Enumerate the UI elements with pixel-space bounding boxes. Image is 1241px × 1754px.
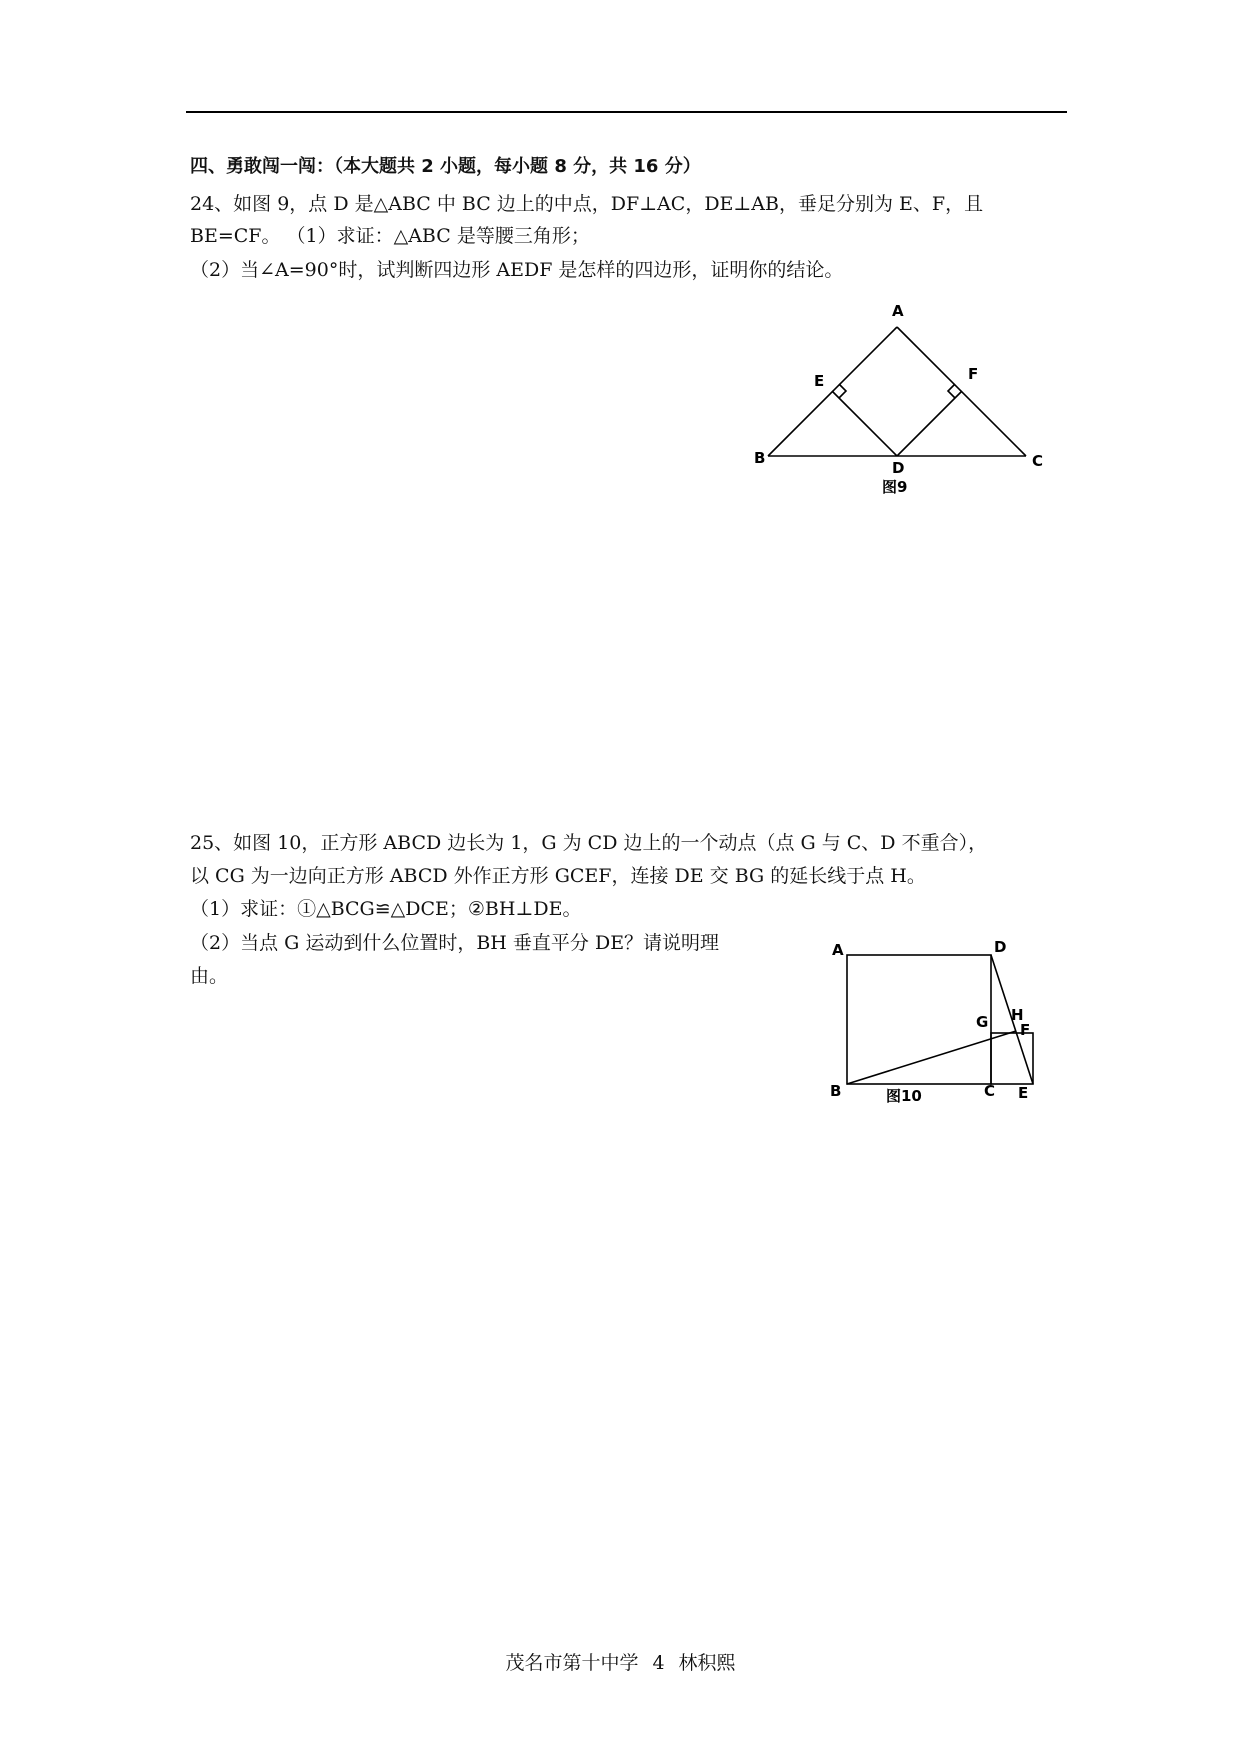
fig10-caption: 图10 [886, 1087, 922, 1105]
fig9-label-e: E [814, 372, 825, 390]
header-rule [186, 111, 1067, 113]
fig10-label-a: A [832, 941, 844, 959]
section-heading: 四、勇敢闯一闯：（本大题共 2 小题，每小题 8 分，共 16 分） [190, 156, 701, 177]
fig9-label-c: C [1032, 452, 1044, 470]
figure-10 [820, 935, 1040, 1110]
fig9-right-angle-e [839, 384, 846, 398]
fig10-label-g: G [976, 1013, 989, 1031]
q24-line-3: （2）当∠A=90°时，试判断四边形 AEDF 是怎样的四边形，证明你的结论。 [190, 259, 844, 281]
q25-line-1: 25、如图 10，正方形 ABCD 边长为 1，G 为 CD 边上的一个动点（点 G 与 C、D 不重合）， [190, 832, 988, 854]
fig10-square-abcd [847, 955, 991, 1084]
fig9-segment-de [832, 391, 897, 456]
fig9-caption: 图9 [882, 478, 908, 496]
fig9-label-b: B [754, 449, 766, 467]
fig10-label-b: B [830, 1082, 842, 1100]
q25-line-5: 由。 [190, 965, 229, 987]
fig10-square-gcef [991, 1033, 1033, 1084]
fig10-label-e: E [1018, 1084, 1029, 1102]
q25-line-3: （1）求证：①△BCG≌△DCE；②BH⊥DE。 [190, 898, 582, 920]
fig10-label-f: F [1020, 1021, 1031, 1039]
footer-school: 茂名市第十中学 [505, 1652, 639, 1674]
footer-author: 林积熙 [678, 1652, 736, 1674]
figure-9 [740, 295, 1060, 505]
q25-line-2: 以 CG 为一边向正方形 ABCD 外作正方形 GCEF，连接 DE 交 BG 的延长线于点 H。 [190, 865, 926, 887]
page-footer [0, 1648, 1241, 1675]
fig10-label-d: D [994, 938, 1007, 956]
fig9-label-f: F [968, 365, 979, 383]
fig9-label-d: D [892, 459, 905, 477]
fig10-label-h: H [1011, 1006, 1024, 1024]
q24-line-1: 24、如图 9，点 D 是△ABC 中 BC 边上的中点，DF⊥AC，DE⊥AB，垂足分别为 E、F，且 [190, 193, 984, 215]
fig9-label-a: A [892, 302, 904, 320]
page-number: 4 [652, 1652, 665, 1674]
fig9-right-angle-f [948, 384, 955, 398]
fig10-label-c: C [984, 1082, 996, 1100]
q24-line-2: BE=CF。 （1）求证：△ABC 是等腰三角形； [190, 225, 590, 247]
q25-line-4: （2）当点 G 运动到什么位置时，BH 垂直平分 DE？请说明理 [190, 932, 720, 954]
fig9-segment-df [897, 391, 962, 456]
